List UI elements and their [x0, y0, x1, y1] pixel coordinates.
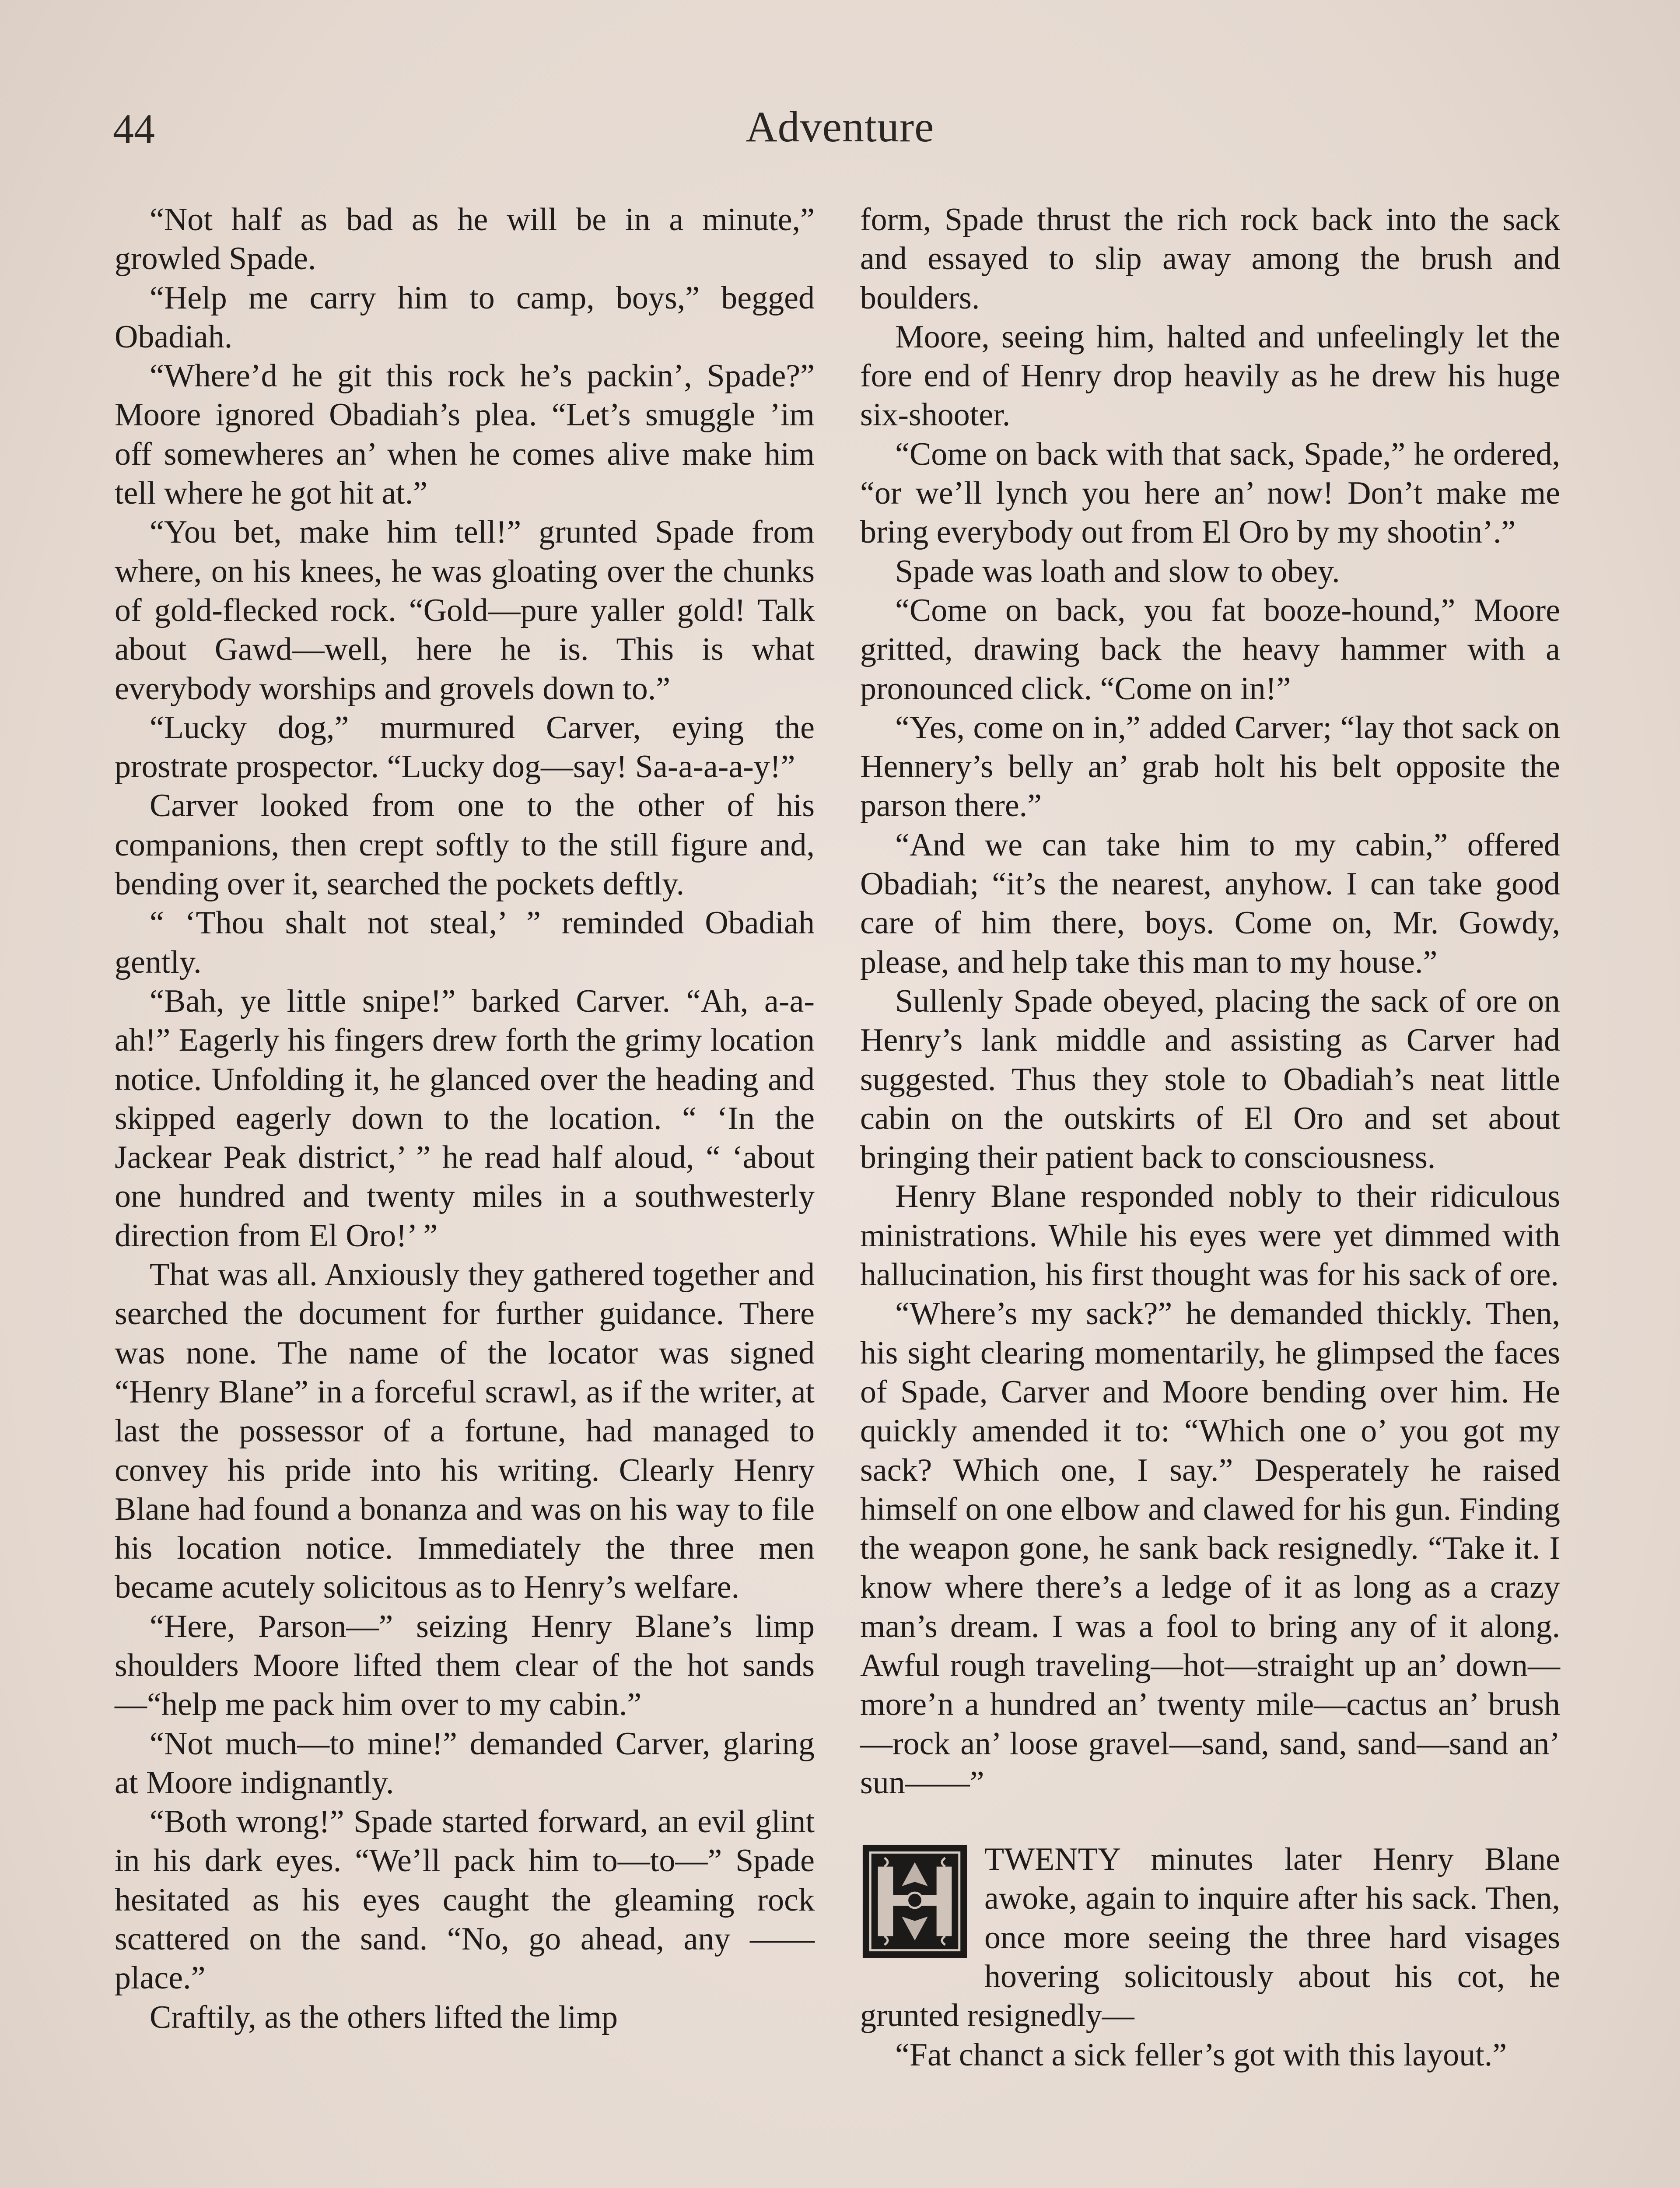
decorative-dropcap-icon — [860, 1843, 970, 1960]
paragraph: Craftily, as the others lifted the limp — [150, 1999, 618, 2035]
paragraph: “And we can take him to my cabin,” offered Obadiah; “it’s the nearest, anyhow. I can take good care of him there, boys. Come on, Mr. Gowdy, please, and help take this man to my house.” — [860, 827, 1560, 980]
section-break — [860, 1802, 1560, 1840]
paragraph: “You bet, make him tell!” grunted Spade from where, on his knees, he was gloating over the chunks of gold-flecked rock. “Gold—pure yaller gold! Talk about Gawd—well, here he is. This is what everybody worships and grovels down to.” — [115, 514, 815, 707]
paragraph: “Fat chanct a sick feller’s got with this layout.” — [895, 2037, 1507, 2073]
paragraph: “Where’d he git this rock he’s packin’, Spade?” Moore ignored Obadiah’s plea. “Let’s smuggle ’im off somewheres an’ when he comes alive make him tell where he got hit at.” — [115, 358, 815, 512]
paragraph: “Both wrong!” Spade started forward, an evil glint in his dark eyes. “We’ll pack him to—to—” Spade hesitated as his eyes caught the gleaming rock scattered on the sand. “No, go ahead, any —— place.” — [115, 1804, 815, 1996]
right-column — [860, 200, 1560, 2075]
continued-paragraph: form, Spade thrust the rich rock back into the sack and essayed to slip away among the brush and boulders. — [860, 202, 1560, 316]
paragraph: Carver looked from one to the other of his companions, then crept softly to the still figure and, bending over it, searched the pockets deftly. — [115, 788, 815, 902]
paragraph: Moore, seeing him, halted and unfeelingly let the fore end of Henry drop heavily as he drew his huge six-shooter. — [860, 319, 1560, 433]
running-title: Adventure — [746, 102, 934, 151]
section-opening-text: TWENTY minutes later Henry Blane awoke, again to inquire after his sack. Then, once more seeing the three hard visages hovering solicitously about his cot, he grunted resignedly— — [860, 1841, 1560, 2034]
paragraph: “Here, Parson—” seizing Henry Blane’s limp shoulders Moore lifted them clear of the hot sands—“help me pack him over to my cabin.” — [115, 1608, 815, 1723]
paragraph: “Not much—to mine!” demanded Carver, glaring at Moore indignantly. — [115, 1725, 815, 1801]
paragraph: “Where’s my sack?” he demanded thickly. Then, his sight clearing momentarily, he glimpsed the faces of Spade, Carver and Moore bending over him. He quickly amended it to: “Which one o’ you got my sack? Which one, I say.” Desperately he raised himself on one elbow and clawed for his gun. Finding the weapon gone, he sank back resignedly. “Take it. I know where there’s a ledge of it as long as a crazy man’s dream. I was a fool to bring any of it along. Awful rough traveling—hot—straight up an’ down—more’n a hundred an’ twenty mile—cactus an’ brush—rock an’ loose gravel—sand, sand, sand—sand an’ sun——” — [860, 1296, 1560, 1801]
paragraph: “ ‘Thou shalt not steal,’ ” reminded Obadiah gently. — [115, 905, 815, 980]
page-number: 44 — [113, 105, 155, 152]
paragraph: “Bah, ye little snipe!” barked Carver. “Ah, a-a-ah!” Eagerly his fingers drew forth the grimy location notice. Unfolding it, he glanced over the heading and skipped eagerly down to the location. “ ‘In the Jackear Peak district,’ ” he read half aloud, “ ‘about one hundred and twenty miles in a southwesterly direction from El Oro!’ ” — [115, 983, 815, 1254]
section-opening-paragraph — [860, 1840, 1560, 2035]
paragraph: “Yes, come on in,” added Carver; “lay thot sack on Hennery’s belly an’ grab holt his belt opposite the parson there.” — [860, 709, 1560, 824]
paragraph: “Come on back, you fat booze-hound,” Moore gritted, drawing back the heavy hammer with a pronounced click. “Come on in!” — [860, 592, 1560, 707]
left-column — [115, 200, 815, 2037]
paragraph: “Help me carry him to camp, boys,” begged Obadiah. — [115, 280, 815, 355]
paragraph: Spade was loath and slow to obey. — [895, 553, 1340, 589]
paragraph: Sullenly Spade obeyed, placing the sack of ore on Henry’s lank middle and assisting as Carver had suggested. Thus they stole to Obadiah’s neat little cabin on the outskirts of El Oro and set about bringing their patient back to consciousness. — [860, 983, 1560, 1176]
paragraph: That was all. Anxiously they gathered together and searched the document for further guidance. There was none. The name of the locator was signed “Henry Blane” in a forceful scrawl, as if the writer, at last the possessor of a fortune, had managed to convey his pride into his writing. Clearly Henry Blane had found a bonanza and was on his way to file his location notice. Immediately the three men became acutely solicitous as to Henry’s welfare. — [115, 1257, 815, 1606]
paragraph: “Come on back with that sack, Spade,” he ordered, “or we’ll lynch you here an’ now! Don’t make me bring everybody out from El Oro by my shootin’.” — [860, 436, 1560, 551]
paragraph: “Not half as bad as he will be in a minute,” growled Spade. — [115, 202, 815, 277]
paragraph: “Lucky dog,” murmured Carver, eying the prostrate prospector. “Lucky dog—say! Sa-a-a-a-y!” — [115, 709, 815, 785]
paragraph: Henry Blane responded nobly to their ridiculous ministrations. While his eyes were yet dimmed with hallucination, his first thought was for his sack of ore. — [860, 1178, 1560, 1293]
